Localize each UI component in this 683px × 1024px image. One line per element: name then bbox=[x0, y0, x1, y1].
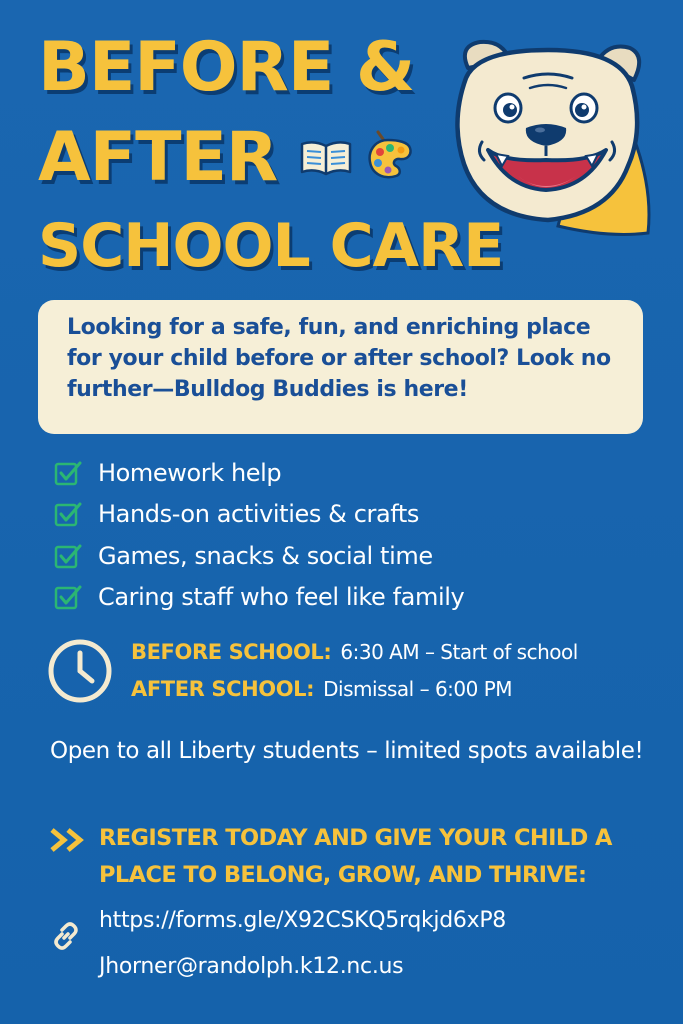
after-school-hours bbox=[131, 677, 671, 714]
after-school-value: Dismissal – 6:00 PM bbox=[323, 677, 513, 701]
list-item bbox=[54, 452, 654, 494]
feature-label: Games, snacks & social time bbox=[98, 541, 433, 570]
paint-palette-icon bbox=[364, 128, 414, 182]
intro-text: Looking for a safe, fun, and enriching place for your child before or after school? Look no further—Bulldog Buddies is here! bbox=[67, 315, 611, 402]
checkbox-check-icon bbox=[54, 543, 82, 569]
checkbox-check-icon bbox=[54, 460, 82, 486]
feature-label: Hands-on activities & crafts bbox=[98, 500, 420, 529]
before-school-value: 6:30 AM – Start of school bbox=[340, 640, 578, 664]
registration-link[interactable]: https://forms.gle/X92CSKQ5rqkjd6xP8 bbox=[99, 908, 506, 933]
link-icon bbox=[50, 920, 82, 952]
clock-icon bbox=[46, 637, 114, 705]
list-item bbox=[54, 577, 654, 619]
intro-box bbox=[38, 300, 643, 434]
title-line-3: SCHOOL CARE bbox=[38, 211, 504, 281]
before-school-label: BEFORE SCHOOL: bbox=[131, 640, 332, 664]
checkbox-check-icon bbox=[54, 584, 82, 610]
bulldog-mascot bbox=[438, 38, 653, 248]
contact-email-link[interactable]: Jhorner@randolph.k12.nc.us bbox=[99, 954, 404, 979]
before-school-hours bbox=[131, 640, 671, 677]
checkbox-check-icon bbox=[54, 501, 82, 527]
hours-block bbox=[131, 640, 671, 714]
open-book-icon bbox=[298, 138, 354, 178]
title-line-2: AFTER bbox=[38, 118, 278, 197]
double-chevron-icon bbox=[50, 828, 92, 852]
feature-label: Caring staff who feel like family bbox=[98, 583, 465, 612]
feature-list bbox=[54, 452, 654, 618]
feature-label: Homework help bbox=[98, 458, 282, 487]
after-school-label: AFTER SCHOOL: bbox=[131, 677, 315, 701]
register-cta: REGISTER TODAY AND GIVE YOUR CHILD A PLACE TO BELONG, GROW, AND THRIVE: bbox=[99, 825, 612, 888]
list-item bbox=[54, 535, 654, 577]
availability-text: Open to all Liberty students – limited spots available! bbox=[50, 738, 644, 764]
title-line-1: BEFORE & bbox=[38, 28, 415, 107]
list-item bbox=[54, 494, 654, 536]
